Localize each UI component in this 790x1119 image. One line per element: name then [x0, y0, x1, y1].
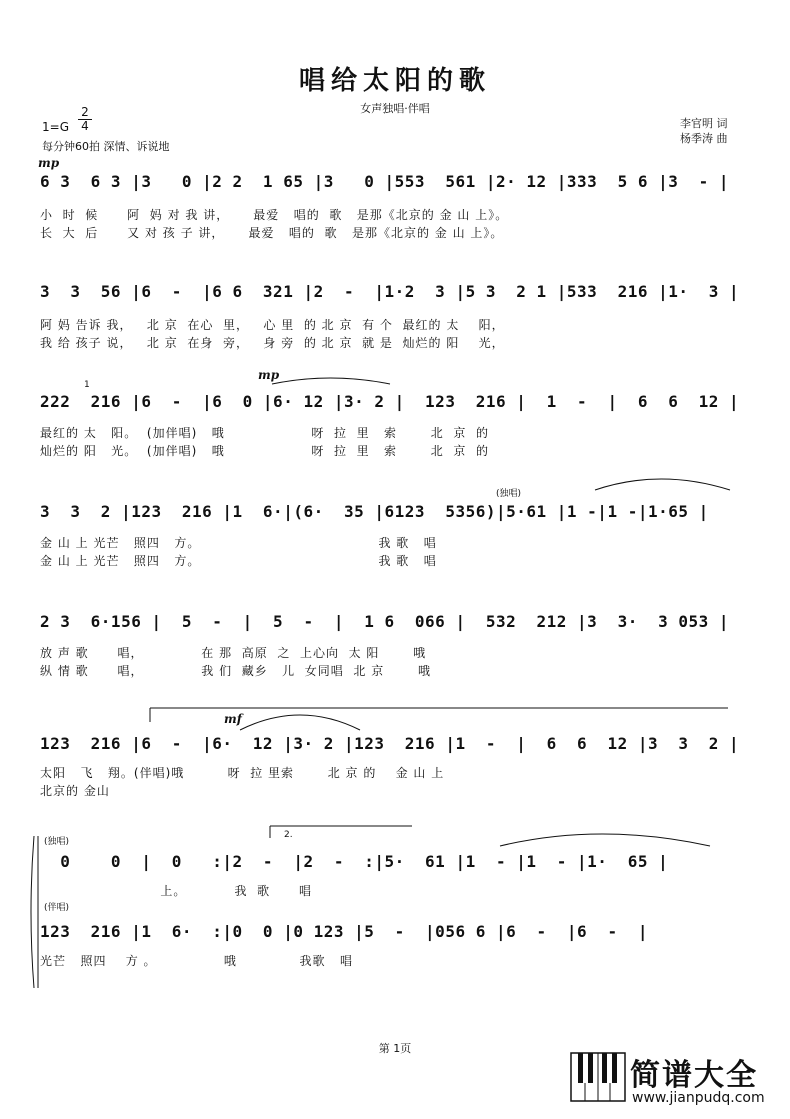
lyricist: 李官明 词	[680, 117, 728, 130]
notation-line: 123 216 |1 6· :|0 0 |0 123 |5 - |056 6 |6 - |6 - |	[40, 922, 648, 941]
part-label-solo-2: (独唱)	[44, 837, 70, 847]
lyric-verse-1: 阿 妈 告诉 我， 北 京 在心 里， 心 里 的 北 京 有 个 最红的 太 阳，	[40, 318, 505, 332]
lyric-verse-1: 太阳 飞 翔。(伴唱)哦 呀 拉 里索 北 京 的 金 山 上	[40, 766, 445, 780]
part-label-solo-1: (独唱)	[496, 489, 522, 499]
dynamic-mp: mp	[38, 156, 60, 170]
notation-line: 2 3 6·156 | 5 - | 5 - | 1 6 066 | 532 212 |3 3· 3 053 |	[40, 612, 730, 631]
lyric-verse-2: 我 给 孩子 说， 北 京 在身 旁， 身 旁 的 北 京 就 是 灿烂的 阳 光，	[40, 336, 505, 350]
lyric-verse-1: 小 时 候 阿 妈 对 我 讲， 最爱 唱的 歌 是那《北京的 金 山 上》。	[40, 208, 509, 222]
dynamic-mf: mf	[224, 712, 242, 726]
notation-line: 0 0 | 0 :|2 - |2 - :|5· 61 |1 - |1 - |1· 65 |	[40, 852, 669, 871]
lyric-verse-2: 灿烂的 阳 光。 (加伴唱) 哦 呀 拉 里 索 北 京 的	[40, 444, 490, 458]
lyric-verse-2: 金 山 上 光芒 照四 方。 我 歌 唱	[40, 554, 437, 568]
notation-line: 123 216 |6 - |6· 12 |3· 2 |123 216 |1 - | 6 6 12 |3 3 2 |	[40, 734, 740, 753]
volta-1: 1	[84, 380, 90, 390]
tempo-marking: 每分钟60拍 深情、诉说地	[42, 140, 170, 153]
part-label-chorus: (伴唱)	[44, 903, 70, 913]
lyric-verse-1: 最红的 太 阳。 (加伴唱) 哦 呀 拉 里 索 北 京 的	[40, 426, 490, 440]
logo-url: www.jianpudq.com	[632, 1090, 765, 1106]
notation-line: 3 3 56 |6 - |6 6 321 |2 - |1·2 3 |5 3 2 1 |533 216 |1· 3 |	[40, 282, 740, 301]
logo-brand: 简谱大全	[630, 1058, 758, 1093]
lyric-verse-2: 长 大 后 又 对 孩 子 讲， 最爱 唱的 歌 是那《北京的 金 山 上》。	[40, 226, 504, 240]
lyric-verse-2: 纵 情 歌 唱， 我 们 藏乡 儿 女同唱 北 京 哦	[40, 664, 431, 678]
notation-line: 222 216 |6 - |6 0 |6· 12 |3· 2 | 123 216 | 1 - | 6 6 12 |	[40, 392, 740, 411]
page-title: 唱给太阳的歌	[298, 66, 491, 96]
dynamic-mp-2: mp	[258, 368, 280, 382]
lyric-verse-1: 上。 我 歌 唱	[40, 884, 313, 898]
subtitle: 女声独唱·伴唱	[360, 102, 430, 115]
lyric-verse-1: 金 山 上 光芒 照四 方。 我 歌 唱	[40, 536, 437, 550]
time-sig-top: 2	[81, 105, 89, 119]
lyric-verse-2: 北京的 金山	[40, 784, 110, 798]
notation-line: 3 3 2 |123 216 |1 6·|(6· 35 |6123 5356)|5·61 |1 -|1 -|1·65 |	[40, 502, 709, 521]
lyric-verse-1: 光芒 照四 方 。 哦 我歌 唱	[40, 954, 353, 968]
piano-icon	[570, 1052, 626, 1102]
lyric-verse-1: 放 声 歌 唱， 在 那 高原 之 上心向 太 阳 哦	[40, 646, 427, 660]
time-sig-bottom: 4	[78, 119, 92, 133]
composer: 杨季涛 曲	[680, 132, 728, 145]
site-logo	[570, 1050, 785, 1115]
page-number: 第 1页	[378, 1042, 412, 1055]
notation-line: 6 3 6 3 |3 0 |2 2 1 65 |3 0 |553 561 |2· 12 |333 5 6 |3 - |	[40, 172, 730, 191]
key-signature: 1=G	[42, 120, 69, 134]
volta-2: 2.	[284, 830, 293, 840]
